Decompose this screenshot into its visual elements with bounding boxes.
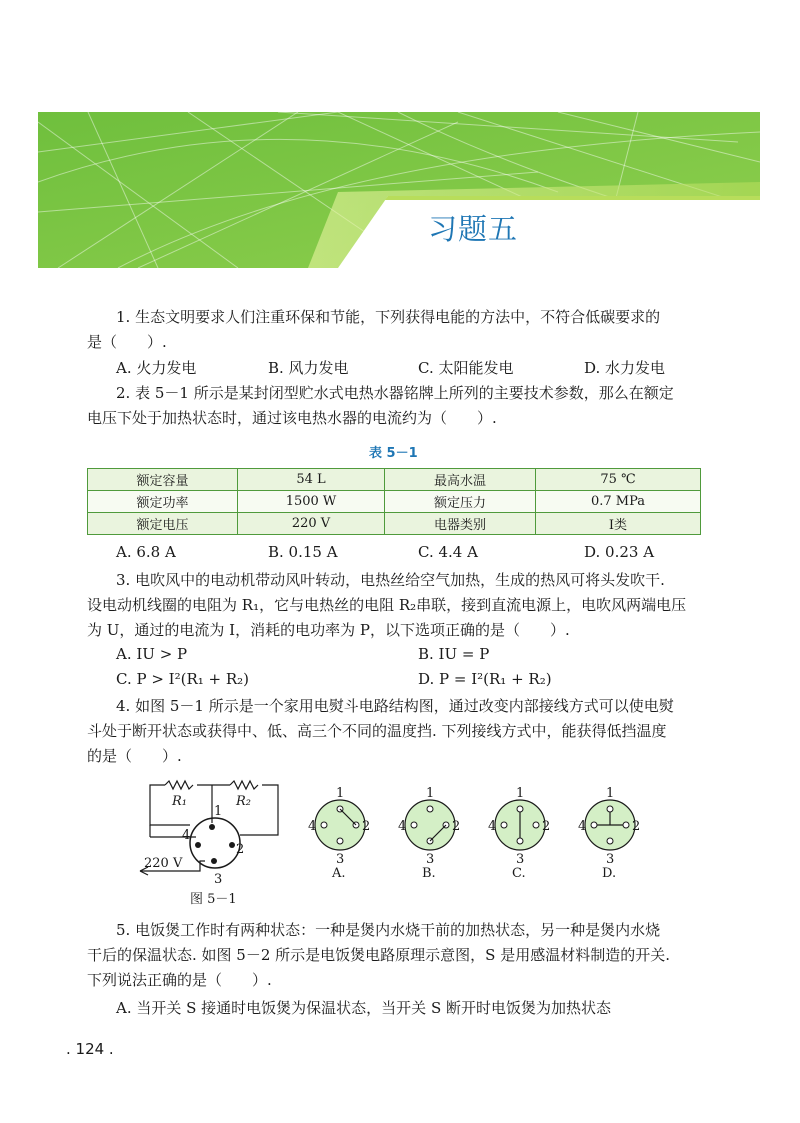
choice-b-t1: 1 — [426, 786, 435, 801]
q1-option-a: A. 火力发电 — [116, 359, 197, 377]
q1-option-c: C. 太阳能发电 — [418, 359, 514, 377]
q2-line2: 电压下处于加热状态时，通过该电热水器的电流约为（ ）. — [87, 409, 497, 427]
q1-option-b: B. 风力发电 — [268, 359, 349, 377]
choice-d-t2: 2 — [632, 819, 641, 834]
choice-d-t1: 1 — [606, 786, 615, 801]
choice-a-label: A. — [332, 866, 346, 881]
table-row — [88, 513, 701, 535]
choice-d-t4: 4 — [578, 819, 587, 834]
table-row — [88, 469, 701, 491]
page-number: . 124 . — [66, 1040, 114, 1058]
terminal-2-label: 2 — [236, 842, 245, 857]
table-cell: 1500 W — [238, 491, 385, 513]
r2-label: R₂ — [236, 794, 251, 809]
q1-line1: 1. 生态文明要求人们注重环保和节能，下列获得电能的方法中，不符合低碳要求的 — [116, 308, 661, 326]
terminal-1-label: 1 — [214, 804, 223, 819]
q2-option-d: D. 0.23 A — [584, 543, 655, 561]
choice-c-diagram — [488, 786, 550, 881]
q5-line3: 下列说法正确的是（ ）. — [87, 971, 272, 989]
table-row — [88, 491, 701, 513]
q1-line2: 是（ ）. — [87, 333, 167, 351]
choice-a-diagram — [308, 786, 370, 881]
q4-line3: 的是（ ）. — [87, 747, 182, 765]
page-title: 习题五 — [428, 212, 519, 246]
table-cell: 额定容量 — [88, 469, 238, 491]
q5-option-a: A. 当开关 S 接通时电饭煲为保温状态，当开关 S 断开时电饭煲为加热状态 — [116, 999, 611, 1017]
choice-b-diagram — [398, 786, 460, 881]
choice-c-t2: 2 — [542, 819, 551, 834]
q3-line2: 设电动机线圈的电阻为 R₁，它与电热丝的电阻 R₂串联，接到直流电源上，电吹风两端电压 — [87, 596, 687, 614]
choice-b-t2: 2 — [452, 819, 461, 834]
terminal-4-label: 4 — [182, 828, 191, 843]
choice-a-t2: 2 — [362, 819, 371, 834]
table-cell: 0.7 MPa — [536, 491, 701, 513]
q3-option-c: C. P > I²(R₁ + R₂) — [116, 670, 250, 688]
choice-b-t4: 4 — [398, 819, 407, 834]
choice-d-t3: 3 — [606, 852, 615, 867]
q3-line1: 3. 电吹风中的电动机带动风叶转动，电热丝给空气加热，生成的热风可将头发吹干. — [116, 571, 665, 589]
q2-option-a: A. 6.8 A — [116, 543, 176, 561]
q2-option-b: B. 0.15 A — [268, 543, 338, 561]
table-cell: Ⅰ类 — [536, 513, 701, 535]
q2-line1: 2. 表 5－1 所示是某封闭型贮水式电热水器铭牌上所列的主要技术参数，那么在额定 — [116, 384, 674, 402]
table-cell: 额定功率 — [88, 491, 238, 513]
choice-c-t4: 4 — [488, 819, 497, 834]
voltage-label: 220 V — [144, 856, 183, 871]
choice-b-label: B. — [422, 866, 436, 881]
table-caption: 表 5－1 — [369, 446, 418, 461]
q5-line2: 干后的保温状态. 如图 5－2 所示是电饭煲电路原理示意图，S 是用感温材料制造的开关. — [87, 946, 670, 964]
table-cell: 75 ℃ — [536, 469, 701, 491]
table-cell: 额定电压 — [88, 513, 238, 535]
spec-table — [87, 468, 701, 535]
r1-label: R₁ — [172, 794, 187, 809]
table-cell: 54 L — [238, 469, 385, 491]
choice-d-diagram — [578, 786, 640, 881]
q4-line1: 4. 如图 5－1 所示是一个家用电熨斗电路结构图，通过改变内部接线方式可以使电熨 — [116, 697, 674, 715]
choice-c-t1: 1 — [516, 786, 525, 801]
table-cell: 额定压力 — [385, 491, 536, 513]
choice-c-label: C. — [512, 866, 526, 881]
q5-line1: 5. 电饭煲工作时有两种状态：一种是煲内水烧干前的加热状态，另一种是煲内水烧 — [116, 921, 661, 939]
table-cell: 电器类别 — [385, 513, 536, 535]
chapter-banner — [38, 112, 760, 268]
q3-line3: 为 U，通过的电流为 I，消耗的电功率为 P，以下选项正确的是（ ）. — [87, 621, 570, 639]
q3-option-a: A. IU > P — [116, 645, 188, 663]
choice-b-t3: 3 — [426, 852, 435, 867]
choice-c-t3: 3 — [516, 852, 525, 867]
table-cell: 220 V — [238, 513, 385, 535]
choice-a-t3: 3 — [336, 852, 345, 867]
choice-d-label: D. — [602, 866, 617, 881]
table-cell: 最高水温 — [385, 469, 536, 491]
figure-caption: 图 5－1 — [190, 892, 237, 907]
q4-line2: 斗处于断开状态或获得中、低、高三个不同的温度挡. 下列接线方式中，能获得低挡温度 — [87, 722, 667, 740]
figure-5-1 — [130, 775, 670, 905]
q1-option-d: D. 水力发电 — [584, 359, 666, 377]
choice-a-t1: 1 — [336, 786, 345, 801]
q3-option-b: B. IU = P — [418, 645, 490, 663]
q3-option-d: D. P = I²(R₁ + R₂) — [418, 670, 552, 688]
q2-option-c: C. 4.4 A — [418, 543, 478, 561]
terminal-3-label: 3 — [214, 872, 223, 887]
choice-a-t4: 4 — [308, 819, 317, 834]
